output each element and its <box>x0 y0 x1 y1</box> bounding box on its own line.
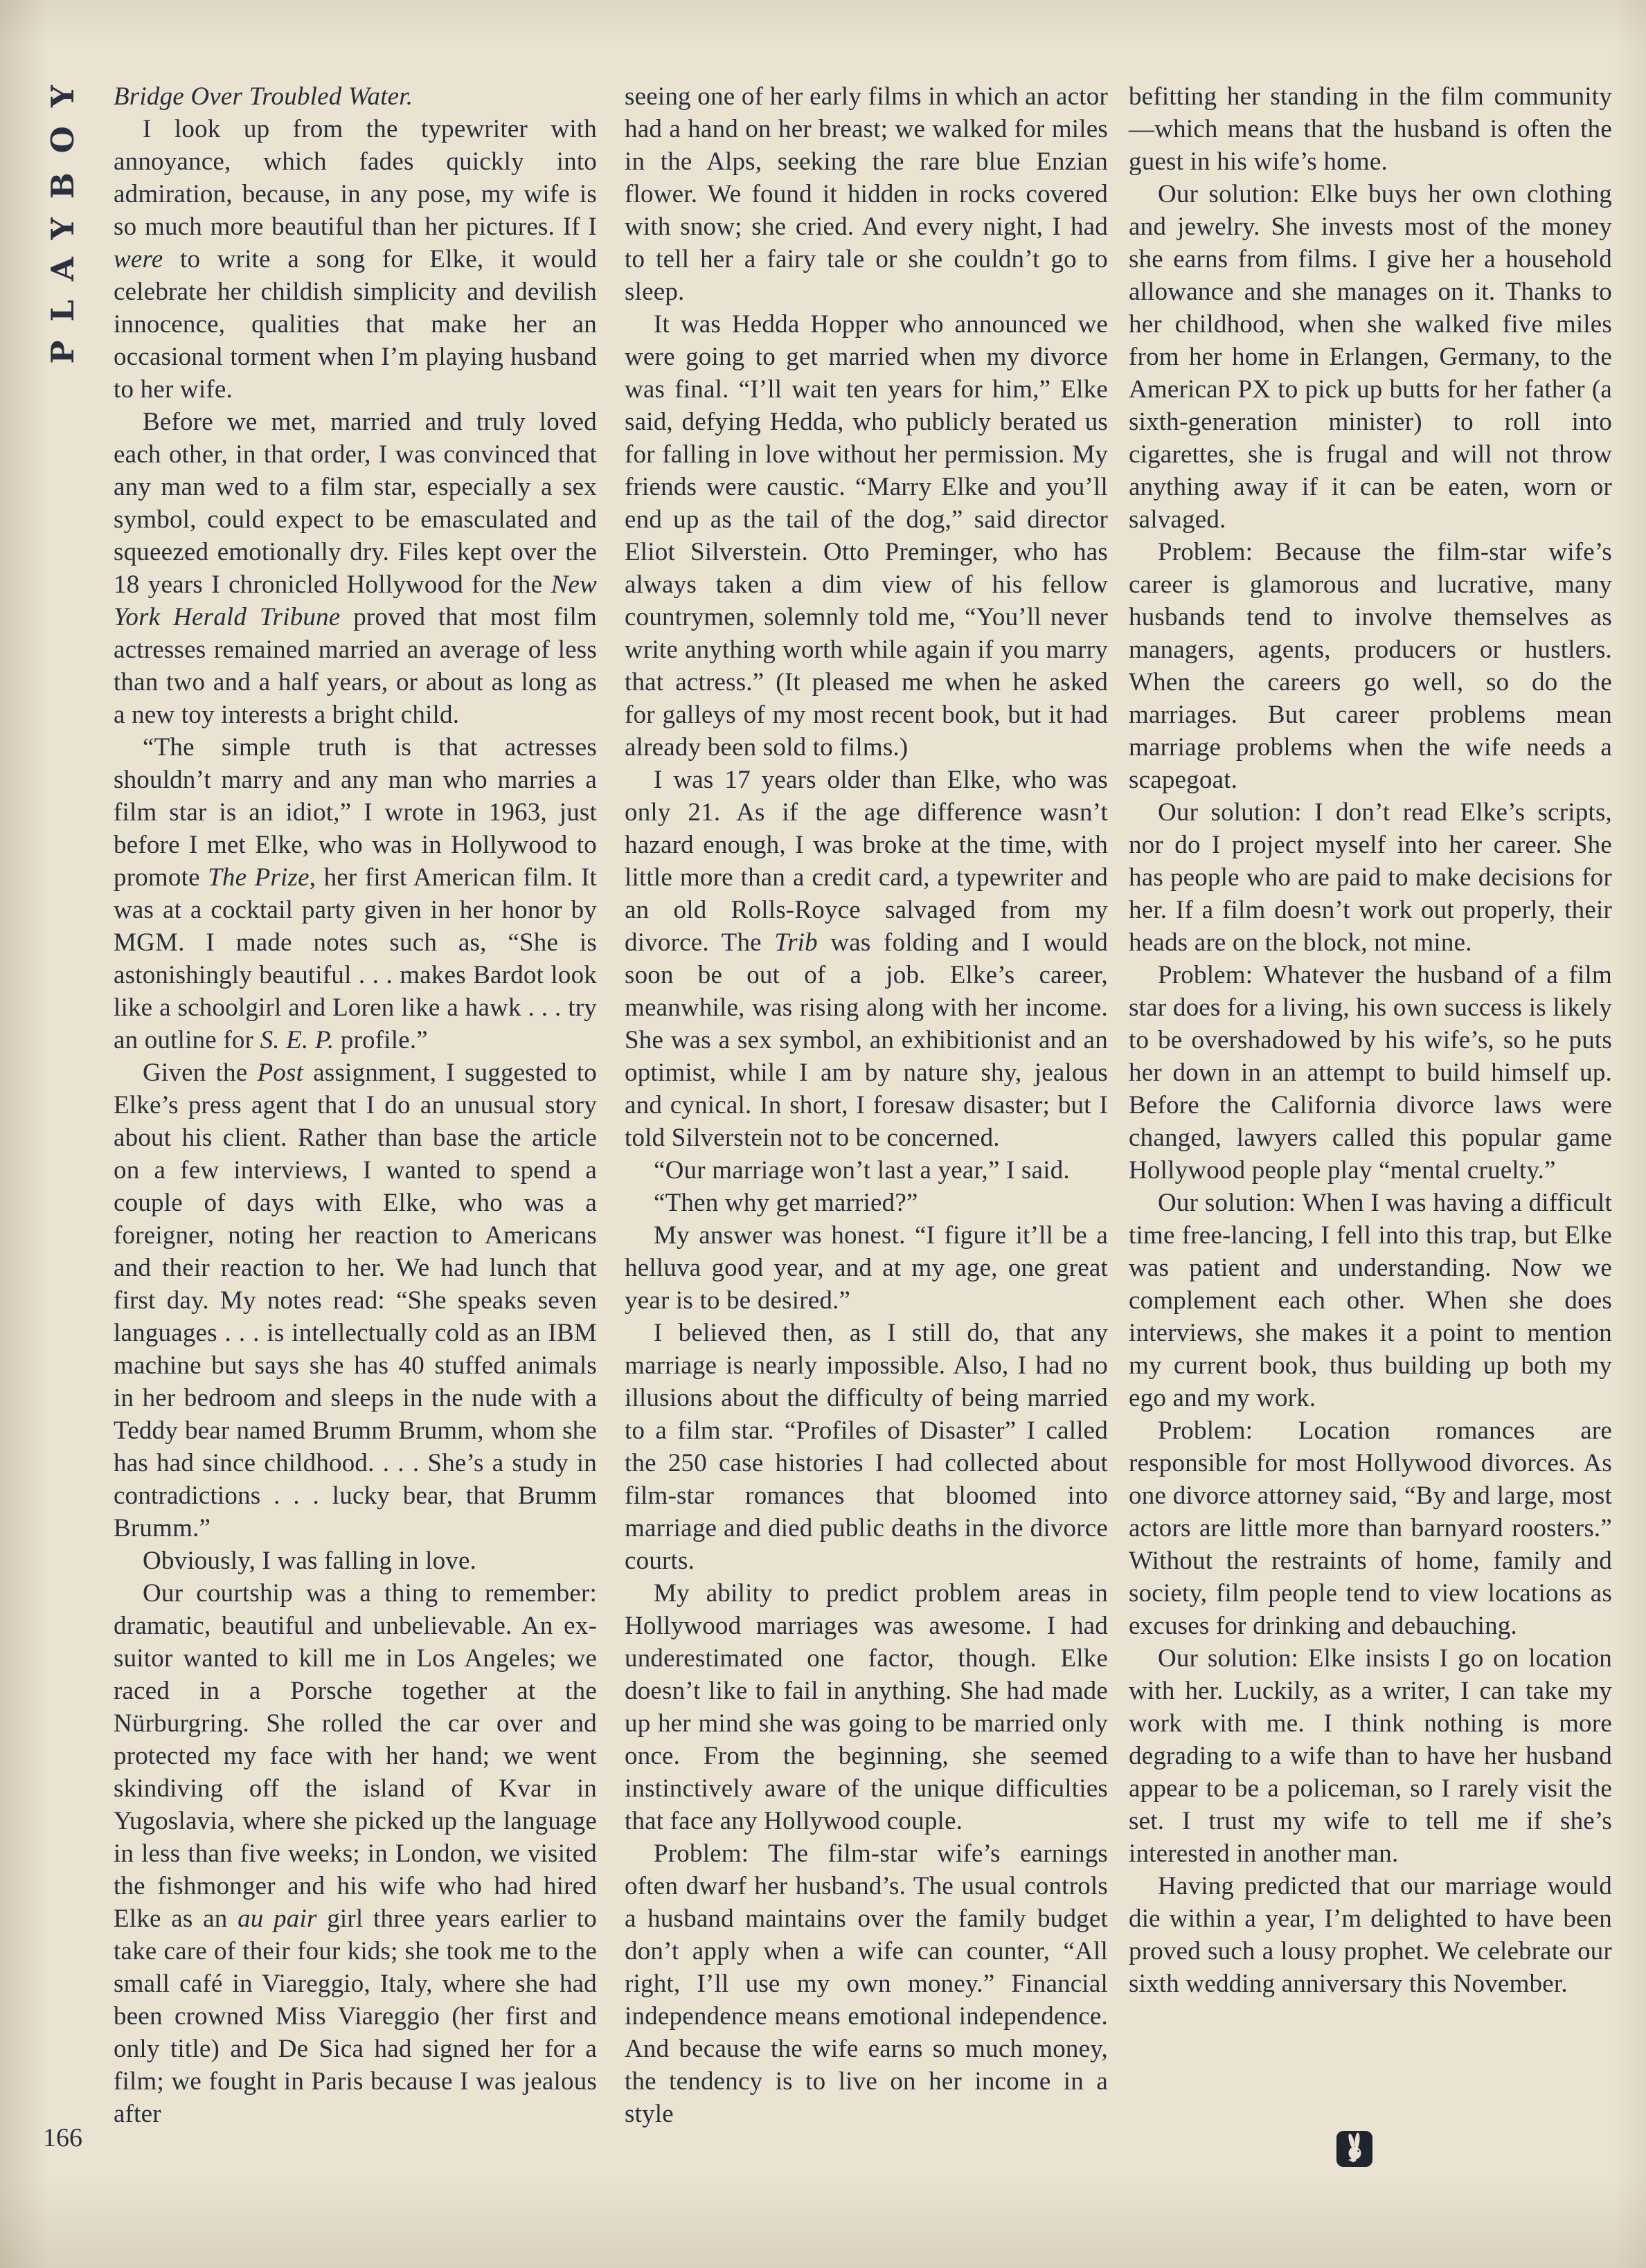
text-run: Our solution: When I was having a difficult time free-lancing, I fell into this trap, but Elke was patient and understanding. Now we complement each other. When she does interviews, she makes it a point to mention my current book, thus building up both my ego and my work. <box>1129 1189 1612 1412</box>
text-run: “Then why get married?” <box>654 1189 918 1217</box>
paragraph <box>625 1577 1108 1837</box>
text-run: Our solution: Elke buys her own clothing and jewelry. She invests most of the money she earns from films. I give her a household allowance and she manages on it. Thanks to her childhood, when she walked five miles from her home in Erlangen, Germany, to the American PX to pick up butts for her father (a sixth-generation minister) to roll into cigarettes, she is frugal and will not throw anything away if it can be eaten, worn or salvaged. <box>1129 180 1612 534</box>
text-run: Our courtship was a thing to remember: dramatic, beautiful and unbelievable. An ex-suitor wanted to kill me in Los Angeles; we raced in a Porsche together at the Nürburgring. She rolled the car over and protected my face with her hand; we went skindiving off the island of Kvar in Yugoslavia, where she picked up the language in less than five weeks; in London, we visited the fishmonger and his wife who had hired Elke as an <box>114 1579 597 1933</box>
paragraph <box>625 1187 1108 1219</box>
text-run: was folding and I would soon be out of a job. Elke’s career, meanwhile, was rising along with her income. She was a sex symbol, an exhibitionist and an optimist, while I am by nature shy, jealous and cynical. In short, I foresaw disaster; but I told Silverstein not to be concerned. <box>625 928 1108 1152</box>
paragraph <box>114 1545 597 1577</box>
text-run: “Our marriage won’t last a year,” I said. <box>654 1156 1070 1185</box>
text-run: Our solution: Elke insists I go on location with her. Luckily, as a writer, I can take my work with me. I think nothing is more degrading to a wife than to have her husband appear to be a policeman, so I rarely visit the set. I trust my wife to tell me if she’s interested in another man. <box>1129 1644 1612 1868</box>
text-run: Problem: Location romances are responsible for most Hollywood divorces. As one divorce attorney said, “By and large, most actors are little more than barnyard roosters.” Without the restraints of home, family and society, film people tend to view locations as excuses for drinking and debauching. <box>1129 1416 1612 1640</box>
magazine-spine-title: PLAYBOY <box>44 66 81 364</box>
text-run: Before we met, married and truly loved each other, in that order, I was convinced that any man wed to a film star, especially a sex symbol, could expect to be emasculated and squeezed emotionally dry. Files kept over the 18 years I chronicled Hollywood for the <box>114 408 597 599</box>
text-run: My ability to predict problem areas in Hollywood marriages was awesome. I had underestimated one factor, though. Elke doesn’t like to fail in anything. She had made up her mind she was going to be married only once. From the beginning, she seemed instinctively aware of the unique difficulties that face any Hollywood couple. <box>625 1579 1108 1835</box>
playboy-bunny-icon <box>1336 2131 1372 2167</box>
text-run: were <box>114 245 163 273</box>
paragraph <box>1129 1642 1612 1870</box>
article-section-title <box>114 80 597 113</box>
text-run: New York Herald Tribune <box>114 570 597 631</box>
text-run: I look up from the typewriter with annoyance, which fades quickly into admiration, because, in any pose, my wife is so much more beautiful than her pictures. If I <box>114 115 597 241</box>
paragraph <box>1129 1870 1612 2000</box>
paragraph <box>625 1219 1108 1317</box>
text-run: Given the <box>143 1059 258 1087</box>
paragraph <box>625 308 1108 764</box>
paragraph <box>625 80 1108 308</box>
article-column-left <box>114 80 597 2130</box>
paragraph <box>1129 1414 1612 1642</box>
text-run: I believed then, as I still do, that any marriage is nearly impossible. Also, I had no illusions about the difficulty of being married to a film star. “Profiles of Disaster” I called the 250 case histories I had collected about film-star romances that bloomed into marriage and died public deaths in the divorce courts. <box>625 1319 1108 1575</box>
text-run: Problem: Because the film-star wife’s career is glamorous and lucrative, many husbands tend to involve themselves as managers, agents, producers or hustlers. When the careers go well, so do the marriages. But career problems mean marriage problems when the wife needs a scapegoat. <box>1129 538 1612 794</box>
text-run: to write a song for Elke, it would celebrate her childish simplicity and devilish innocence, qualities that make her an occasional torment when I’m playing husband to her wife. <box>114 245 597 404</box>
paragraph <box>1129 536 1612 796</box>
text-run: Obviously, I was falling in love. <box>143 1547 477 1575</box>
text-run: Our solution: I don’t read Elke’s scripts, nor do I project myself into her career. She has people who are paid to make decisions for her. If a film doesn’t work out properly, their heads are on the block, not mine. <box>1129 798 1612 957</box>
text-run: profile.” <box>334 1026 428 1054</box>
paragraph <box>114 1577 597 2130</box>
paragraph <box>1129 178 1612 536</box>
paragraph <box>114 113 597 406</box>
paragraph <box>1129 80 1612 178</box>
text-run: Problem: Whatever the husband of a film star does for a living, his own success is likely to be overshadowed by his wife’s, so he puts her down in an attempt to build himself up. Before the California divorce laws were changed, lawyers called this popular game Hollywood people play “mental cruelty.” <box>1129 961 1612 1185</box>
text-run: , her first American film. It was at a cocktail party given in her honor by MGM. I made notes such as, “She is astonishingly beautiful . . . makes Bardot look like a schoolgirl and Loren like a hawk . . . try an outline for <box>114 863 598 1054</box>
text-run: I was 17 years older than Elke, who was only 21. As if the age difference wasn’t hazard enough, I was broke at the time, with little more than a credit card, a typewriter and an old Rolls-Royce salvaged from my divorce. The <box>625 766 1108 957</box>
text-run: girl three years earlier to take care of their four kids; she took me to the small café in Viareggio, Italy, where she had been crowned Miss Viareggio (her first and only title) and De Sica had signed her for a film; we fought in Paris because I was jealous after <box>114 1905 597 2128</box>
text-run: au pair <box>238 1905 317 1933</box>
text-run: proved that most film actresses remained married an average of less than two and a half years, or about as long as a new toy interests a bright child. <box>114 603 598 729</box>
text-run: Problem: The film-star wife’s earnings often dwarf her husband’s. The usual controls a husband maintains over the family budget don’t apply when a wife can counter, “All right, I’ll use my own money.” Financial independence means emotional independence. And because the wife earns so much money, the tendency is to live on her income in a style <box>625 1839 1108 2128</box>
text-run: S. E. P. <box>260 1026 334 1054</box>
text-run: Bridge Over Troubled Water. <box>114 82 413 111</box>
text-run: “The simple truth is that actresses shouldn’t marry and any man who marries a film star is an idiot,” I wrote in 1963, just before I met Elke, who was in Hollywood to promote <box>114 733 597 892</box>
text-run: Trib <box>774 928 818 957</box>
text-run: Post <box>257 1059 304 1087</box>
article-column-right <box>1129 80 1612 2000</box>
paragraph <box>625 1837 1108 2130</box>
paragraph <box>114 731 597 1056</box>
text-run: The Prize <box>208 863 310 892</box>
text-run: My answer was honest. “I figure it’ll be a helluva good year, and at my age, one great year is to be desired.” <box>625 1221 1108 1315</box>
page-number: 166 <box>43 2123 82 2152</box>
paragraph <box>625 1154 1108 1187</box>
paragraph <box>1129 1187 1612 1414</box>
article-column-middle <box>625 80 1108 2130</box>
text-run: Having predicted that our marriage would die within a year, I’m delighted to have been proved such a lousy prophet. We celebrate our sixth wedding anniversary this November. <box>1129 1872 1612 1998</box>
paragraph <box>625 1317 1108 1577</box>
text-run: befitting her standing in the film community—which means that the husband is often the guest in his wife’s home. <box>1129 82 1612 176</box>
paragraph <box>1129 959 1612 1187</box>
paragraph <box>114 1056 597 1545</box>
text-run: seeing one of her early films in which an actor had a hand on her breast; we walked for miles in the Alps, seeking the rare blue Enzian flower. We found it hidden in rocks covered with snow; she cried. And every night, I had to tell her a fairy tale or she couldn’t go to sleep. <box>625 82 1108 306</box>
paragraph <box>1129 796 1612 959</box>
paragraph <box>114 406 597 731</box>
paragraph <box>625 764 1108 1154</box>
text-run: It was Hedda Hopper who announced we were going to get married when my divorce was final. “I’ll wait ten years for him,” Elke said, defying Hedda, who publicly berated us for falling in love without her permission. My friends were caustic. “Marry Elke and you’ll end up as the tail of the dog,” said director Eliot Silverstein. Otto Preminger, who has always taken a dim view of his fellow countrymen, solemnly told me, “You’ll never write anything worth while again if you marry that actress.” (It pleased me when he asked for galleys of my most recent book, but it had already been sold to films.) <box>625 310 1108 762</box>
text-run: assignment, I suggested to Elke’s press agent that I do an unusual story about his client. Rather than base the article on a few interviews, I wanted to spend a couple of days with Elke, who was a foreigner, noting her reaction to Americans and their reaction to her. We had lunch that first day. My notes read: “She speaks seven languages . . . is intellectually cold as an IBM machine but says she has 40 stuffed animals in her bedroom and sleeps in the nude with a Teddy bear named Brumm Brumm, whom she has had since childhood. . . . She’s a study in contradictions . . . lucky bear, that Brumm Brumm.” <box>114 1059 597 1542</box>
